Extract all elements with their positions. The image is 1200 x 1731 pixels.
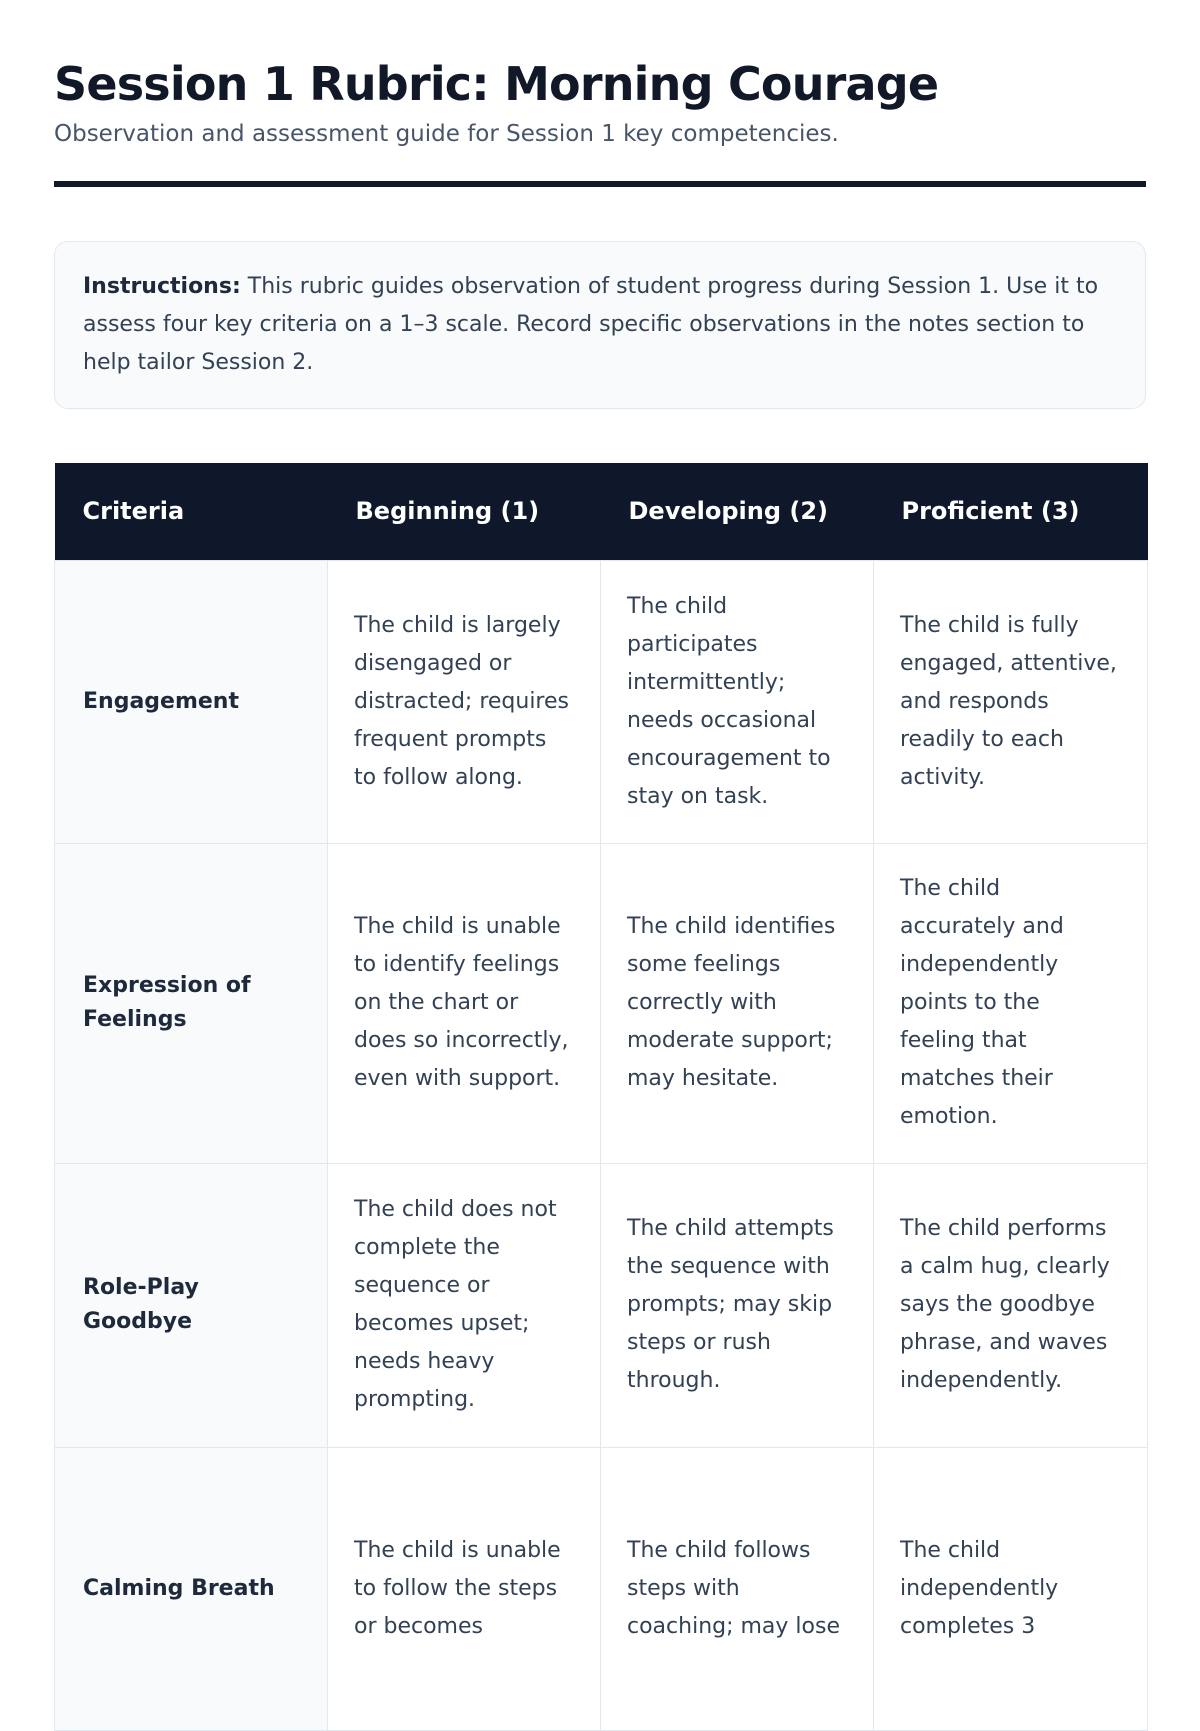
instructions-label: Instructions: [83,274,241,299]
page-subtitle: Observation and assessment guide for Session 1 key competencies. [54,121,839,147]
beginning-cell: The child is unable to identify feelings on the chart or does so incorrectly, even with support. [328,843,601,1163]
criterion-cell: Expression of Feelings [55,843,328,1163]
developing-cell: The child identifies some feelings correctly with moderate support; may hesitate. [601,843,874,1163]
beginning-cell: The child is largely disengaged or distracted; requires frequent prompts to follow along. [328,560,601,843]
beginning-cell: The child does not complete the sequence or becomes upset; needs heavy prompting. [328,1163,601,1447]
column-header-proficient: Proficient (3) [874,463,1148,560]
proficient-cell: The child is fully engaged, attentive, and responds readily to each activity. [874,560,1148,843]
column-header-beginning: Beginning (1) [328,463,601,560]
rubric-table [54,463,1148,1731]
proficient-cell: The child performs a calm hug, clearly says the goodbye phrase, and waves independently. [874,1163,1148,1447]
column-header-criteria: Criteria [55,463,328,560]
header-divider [54,181,1146,187]
criterion-cell: Calming Breath [55,1447,328,1730]
developing-cell: The child follows steps with coaching; may lose [601,1447,874,1730]
developing-cell: The child participates intermittently; needs occasional encouragement to stay on task. [601,560,874,843]
column-header-developing: Developing (2) [601,463,874,560]
proficient-cell: The child accurately and independently points to the feeling that matches their emotion. [874,843,1148,1163]
page-title: Session 1 Rubric: Morning Courage [54,57,939,111]
table-row [55,1163,1148,1447]
beginning-cell: The child is unable to follow the steps or becomes [328,1447,601,1730]
instructions-box [54,241,1146,409]
instructions-text: This rubric guides observation of student progress during Session 1. Use it to assess four key criteria on a 1–3 scale. Record specific observations in the notes section to help tailor Session 2. [83,274,1099,375]
criterion-cell: Role-Play Goodbye [55,1163,328,1447]
table-row [55,1447,1148,1730]
proficient-cell: The child independently completes 3 [874,1447,1148,1730]
developing-cell: The child attempts the sequence with prompts; may skip steps or rush through. [601,1163,874,1447]
table-row [55,843,1148,1163]
table-row [55,560,1148,843]
table-header-row [55,463,1148,560]
criterion-cell: Engagement [55,560,328,843]
